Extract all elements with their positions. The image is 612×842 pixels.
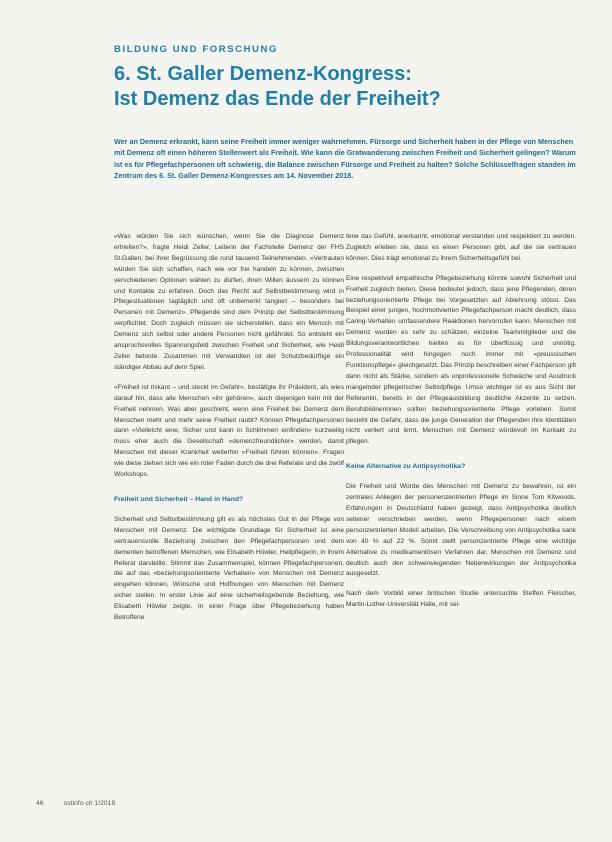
right-subheading: Keine Alternative zu Antipsychotika?: [346, 463, 466, 471]
right-column: [346, 232, 576, 620]
title-line-1: 6. St. Galler Demenz-Kongress:: [114, 63, 412, 85]
left-column: [114, 232, 344, 633]
left-paragraph-2: «Freiheit ist riskant – und steckt im Gefahr», bestätigte ihr Präsident, als wies darauf hin, dass alle Menschen «ihr gehören», auch diejenigen kein mit der Freiheit nehmen. Was aber geschieht, wenn eine Freiheit bei Demenz dem Menschen mehr und mehr seine Freiheit raubt? Können Pflegefachpersonen dann «Vielleicht eine, Sicher und kann in Schlimmen einfinden» kurzweilig muss eher auch die Gesellschaft «demenzfreundlicher» werden, damit Menschen mit dieser Krankheit weiterhin «Freiheit führen können». Fragen wie diese ziehen sich wie ein roter Faden durch die drei Referate und die zwölf Workshops.: [114, 383, 344, 479]
journal-issue: ostinfo ch 1/2019: [63, 800, 116, 807]
page-footer: [36, 800, 115, 807]
left-paragraph-1: «Was würden Sie sich wünschen, wenn Sie die Diagnose Demenz erhielten?», fragte Heidi Zeller, Leiterin der Fachstelle Demenz der FHS St.Gallen, bei ihrer Begrüssung die rund tausend Teilnehmenden. «Vertrauten würden Sie sich schaffen, nach wie vor frei handeln zu können, zwischen verschiedenen Optionen wählen zu dürfen, ihren Willen äussern zu können und Kontakte zu erfahren. Doch das Recht auf Selbstbestimmung wird in Pflegesituationen tagtäglich und oft unbemerkt tangiert – besonders bei Personen mit Demenz». Pflegende sind dem Prinzip der Selbstbestimmung verpflichtet. Doch zugleich müssen sie sicherstellen, dass ein Mensch mit Demenz sich selbst oder andere Personen nicht gefährdet. So entsteht ein anspruchsvolles Spannungsfeld zwischen Freiheit und Sicherheit, wie Heidi Zeller betonte. Zusammen mit Verwandten ist der Schutzbedürftige ein ständiger Abbau auf dem Spiel.: [114, 233, 344, 371]
left-paragraph-3: Sicherheit und Selbstbestimmung gilt es als höchstes Gut in der Pflege von Menschen mit Demenz. Die wichtigste Grundlage für Sicherheit ist eine vertrauensvolle Beziehung zwischen den Pflegefachpersonen und dem dementen betroffenen Menschen, wie Elisabeth Höwler, Heilpflegerin, in ihrem Referat darstellte. Stimmt das Zusammenspiel, können Pflegefachpersonen, die auf das «beziehungsorientierte Verhalten» von Menschen mit Demenz eingehen können, Wünsche und Hoffnungen von Menschen mit Demenz sicher stellen. In erster Linie auf eine sicherheitsgebende Beziehung, wie Elisabeth Höwler zeigte. In einer Frage über Pflegebeziehung haben Betroffene: [114, 515, 344, 622]
right-paragraph-1: fene das Gefühl, anerkannt, emotional verstanden und respektiert zu werden. Zugleich erleben sie, dass es einen Personen gibt, auf die sie vertrauen können. Dies trägt emotional zu ihrem Sicherheitsgefühl bei.: [346, 233, 576, 262]
right-paragraph-3: Die Freiheit und Würde des Menschen mit Demenz zu bewahren, ist ein zentrales Anliegen der personenzentrierten Pflege im Sinne Tom Kitwoods. Erfahrungen in Deutschland haben gezeigt, dass Antipsychotika deutlich seltener verschrieben werden, wenn Pflegepersonen nach einem personzentrierten Modell arbeiten. Die Verschreibung von Antipsychotika sank von 40 % auf 22 %. Somit stellt personzentrierte Pflege eine wichtige Alternative zu medikamentösen Verfahren dar, Menschen mit Demenz und deutlich auch den schwerwiegenden Nebenwirkungen der Antipsychotika ausgesetzt.: [346, 483, 576, 578]
page-title: [114, 62, 574, 112]
right-paragraph-2: Eine respektvoll empathische Pflegebeziehung könnte sowohl Sicherheit und Freiheit zugleich bieten. Diese bedeutet jedoch, dass jene Pflegenden, deren beziehungsorientierte Pflege bei Vorgesetzten auf Ablehnung stösst. Das Beispiel einer jungen, hochmotivierten Pflegefachperson macht deutlich, dass Caring-Verhalten umfassendere Reaktionen hervorrufen kann. Menschen mit Demenz wurden es sehr zu schätzen, einzelne Teammitglieder und die Bildungsverantwortlichen hielten es für überflüssig und unnötig. Professionalität wird hingegen noch immer mit «preussischen Funktionspflege» gleichgesetzt. Das Prinzip beschreiben einer Fachperson gilt dann nicht als Stärke, sondern als unprofessionelle Schwäche und Ausdruck mangelnder pflegerischer Selbstpflege. Umso wichtiger ist es aus Sicht der Referentin, bereits in der Pflegeausbildung deutliche Akzente zu setzen. Berufsbildnerinnen sollten beziehungsorientierte Pflege vorleben. Somit besteht die Gefahr, dass die junge Generation der Pflegenden ihre Identitäten nicht verliert und lernt, Menschen mit Demenz würdevoll im Kontakt zu pflegen.: [346, 274, 576, 446]
title-line-2: Ist Demenz das Ende der Freiheit?: [114, 88, 441, 110]
lead-paragraph: Wer an Demenz erkrankt, kann seine Freiheit immer weniger wahrnehmen. Fürsorge und Sicherheit haben in der Pflege von Menschen mit Demenz oft einen höheren Stellenwert als Freiheit. Wie kann die Gratwanderung zwischen Freiheit und Sicherheit gelingen? Warum ist es für Pflegefachpersonen oft schwierig, die Balance zwischen Fürsorge und Freiheit zu halten? Solche Schlüsselfragen standen im Zentrum des 6. St. Galler Demenz-Kongresses am 14. November 2018.: [114, 137, 576, 180]
left-subheading: Freiheit und Sicherheit – Hand in Hand?: [114, 495, 244, 503]
right-paragraph-4: Nach dem Vorbild einer britischen Studie untersuchte Steffen Fleischer, Martin-Luther-Universität Halle, mit sei-: [346, 590, 576, 609]
section-label: BILDUNG UND FORSCHUNG: [114, 44, 278, 55]
page-number: 46: [36, 800, 44, 807]
